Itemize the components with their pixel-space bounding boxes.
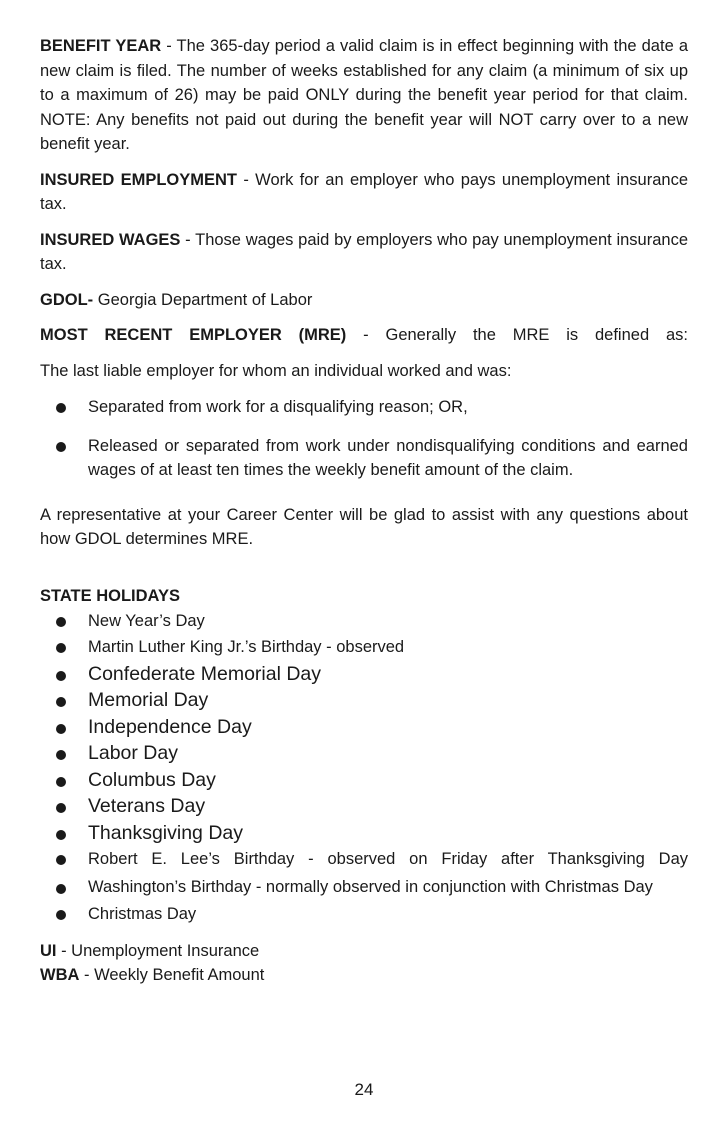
bullet-icon bbox=[56, 617, 66, 627]
bullet-icon bbox=[56, 697, 66, 707]
mre-term: MOST RECENT EMPLOYER (MRE) bbox=[40, 326, 347, 344]
insured-employment-text: - Work for an employer who pays unemployment insurance tax. bbox=[40, 170, 689, 213]
bullet-icon bbox=[56, 724, 66, 734]
bullet-icon bbox=[56, 830, 66, 840]
insured-wages-text: - Those wages paid by employers who pay unemployment insurance tax. bbox=[40, 230, 688, 273]
benefit-year-text: - The 365-day period a valid claim is in effect beginning with the date a new claim is filed. The number of weeks established for any claim (a minimum of six up to a maximum of 26) may be paid ONLY during the benefit year period for that claim. NOTE: Any benefits not paid out during the benefit year will NOT carry over to a new benefit year. bbox=[40, 37, 688, 153]
ui-abbreviation bbox=[40, 939, 688, 963]
list-item: Christmas Day bbox=[40, 901, 688, 928]
bullet-icon bbox=[56, 750, 66, 760]
list-item: Martin Luther King Jr.’s Birthday - observed bbox=[40, 634, 688, 661]
bullet-icon bbox=[56, 403, 66, 413]
list-item: New Year’s Day bbox=[40, 608, 688, 635]
mre-text: - Generally the MRE is defined as: bbox=[346, 326, 688, 344]
list-item: Independence Day bbox=[40, 714, 688, 741]
bullet-icon bbox=[56, 442, 66, 452]
list-item: Thanksgiving Day bbox=[40, 820, 688, 847]
state-holidays-title: STATE HOLIDAYS bbox=[40, 586, 180, 605]
list-item: Confederate Memorial Day bbox=[40, 661, 688, 688]
mre-definition bbox=[40, 323, 688, 348]
wba-abbreviation bbox=[40, 963, 688, 987]
benefit-year-term: BENEFIT YEAR bbox=[40, 37, 162, 55]
bullet-icon bbox=[56, 803, 66, 813]
insured-employment-definition bbox=[40, 168, 688, 217]
bullet-icon bbox=[56, 777, 66, 787]
wba-text: - Weekly Benefit Amount bbox=[79, 966, 265, 984]
representative-note: A representative at your Career Center will be glad to assist with any questions about how GDOL determines MRE. bbox=[40, 505, 688, 548]
insured-employment-term: INSURED EMPLOYMENT bbox=[40, 170, 238, 189]
gdol-definition bbox=[40, 288, 688, 313]
state-holidays-list bbox=[40, 608, 688, 928]
list-item: Washington’s Birthday - normally observed in conjunction with Christmas Day bbox=[40, 875, 688, 899]
document-page bbox=[40, 34, 688, 987]
bullet-icon bbox=[56, 884, 66, 894]
list-item: Columbus Day bbox=[40, 767, 688, 794]
ui-term: UI bbox=[40, 942, 57, 960]
ui-text: - Unemployment Insurance bbox=[56, 942, 260, 960]
bullet-icon bbox=[56, 855, 66, 865]
bullet-icon bbox=[56, 910, 66, 920]
list-item: Veterans Day bbox=[40, 793, 688, 820]
mre-criteria-list bbox=[40, 395, 688, 483]
abbreviations bbox=[40, 939, 688, 987]
gdol-text: Georgia Department of Labor bbox=[93, 290, 313, 309]
bullet-icon bbox=[56, 643, 66, 653]
mre-intro: The last liable employer for whom an individual worked and was: bbox=[40, 361, 512, 380]
bullet-icon bbox=[56, 671, 66, 681]
list-item: Robert E. Lee’s Birthday - observed on Friday after Thanksgiving Day bbox=[40, 846, 688, 873]
insured-wages-definition bbox=[40, 228, 688, 277]
page-number: 24 bbox=[354, 1080, 374, 1099]
list-item: Released or separated from work under nondisqualifying conditions and earned wages of at least ten times the weekly benefit amount of the claim. bbox=[40, 434, 688, 483]
wba-term: WBA bbox=[40, 966, 80, 984]
insured-wages-term: INSURED WAGES bbox=[40, 230, 181, 249]
list-item: Separated from work for a disqualifying reason; OR, bbox=[40, 395, 688, 420]
list-item: Memorial Day bbox=[40, 687, 688, 714]
list-item: Labor Day bbox=[40, 740, 688, 767]
benefit-year-definition bbox=[40, 34, 688, 157]
gdol-term: GDOL- bbox=[40, 290, 94, 309]
